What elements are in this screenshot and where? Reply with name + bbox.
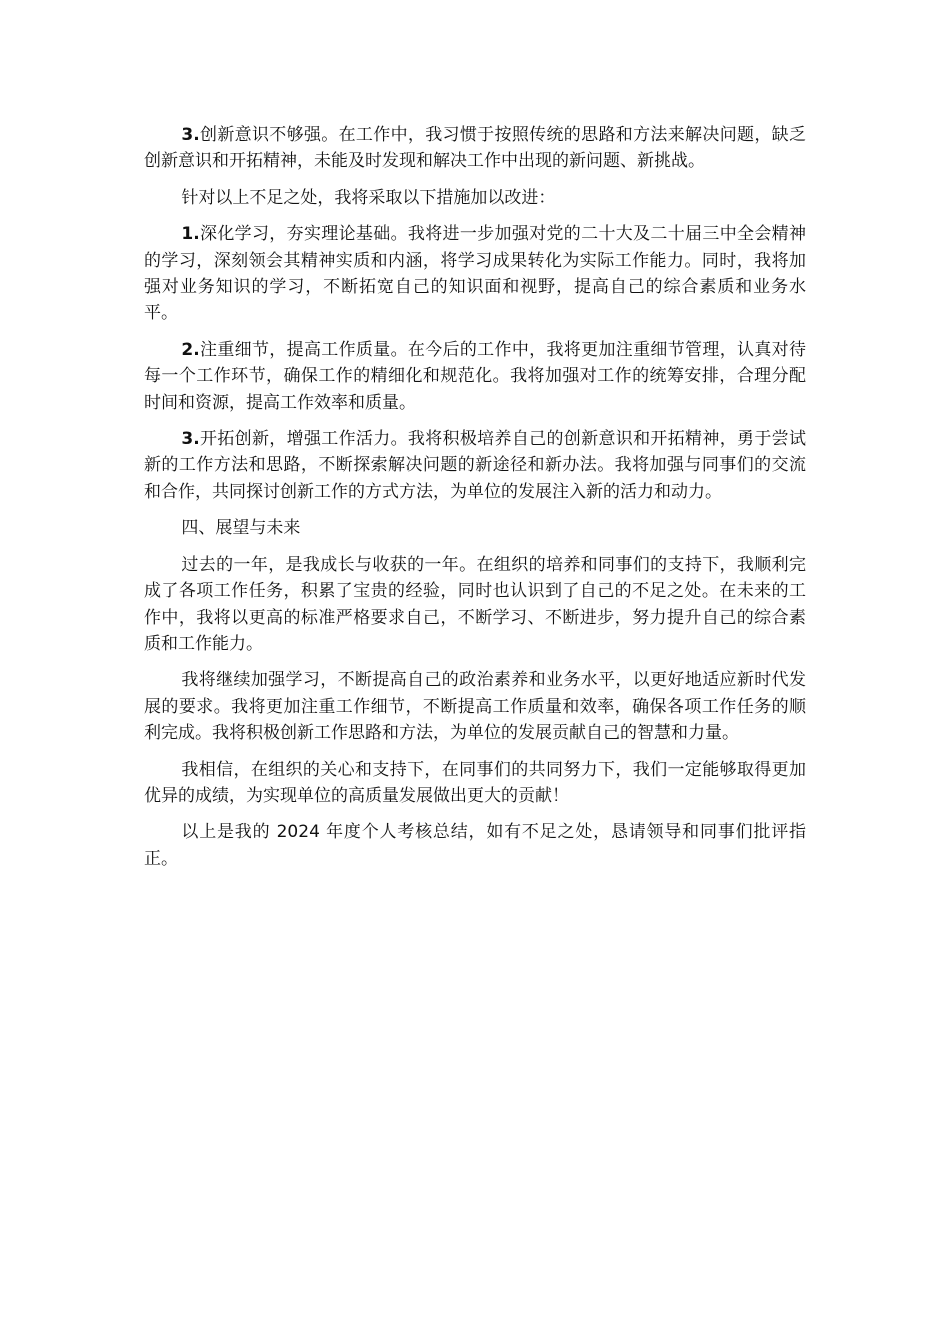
- paragraph-closing: [144, 819, 806, 872]
- section-heading: [144, 515, 806, 541]
- item-number: 3.: [181, 125, 200, 145]
- paragraph-innovation-weak: [144, 122, 806, 175]
- paragraph-outlook-3: [144, 757, 806, 810]
- paragraph-measure-3: [144, 426, 806, 505]
- section-heading-text: 四、展望与未来: [181, 518, 301, 539]
- paragraph-text: 我相信，在组织的关心和支持下，在同事们的共同努力下，我们一定能够取得更加优异的成绩，为实现单位的高质量发展做出更大的贡献！: [144, 759, 806, 806]
- item-number: 3.: [181, 429, 200, 450]
- document-body: [144, 122, 806, 882]
- paragraph-text: 我将继续加强学习，不断提高自己的政治素养和业务水平，以更好地适应新时代发展的要求。我将更加注重工作细节，不断提高工作质量和效率，确保各项工作任务的顺利完成。我将积极创新工作思路和方法，为单位的发展贡献自己的智慧和力量。: [144, 670, 806, 744]
- item-number: 1.: [181, 224, 200, 245]
- paragraph-measure-1: [144, 221, 806, 327]
- item-number: 2.: [181, 339, 200, 360]
- paragraph-text: 创新意识不够强。在工作中，我习惯于按照传统的思路和方法来解决问题，缺乏创新意识和开拓精神，未能及时发现和解决工作中出现的新问题、新挑战。: [144, 125, 806, 172]
- paragraph-measure-2: [144, 337, 806, 416]
- paragraph-text: 以上是我的 2024 年度个人考核总结，如有不足之处，恳请领导和同事们批评指正。: [144, 822, 806, 869]
- paragraph-text: 开拓创新，增强工作活力。我将积极培养自己的创新意识和开拓精神，勇于尝试新的工作方法和思路，不断探索解决问题的新途径和新办法。我将加强与同事们的交流和合作，共同探讨创新工作的方式方法，为单位的发展注入新的活力和动力。: [144, 429, 806, 502]
- paragraph-outlook-2: [144, 667, 806, 746]
- paragraph-text: 注重细节，提高工作质量。在今后的工作中，我将更加注重细节管理，认真对待每一个工作环节，确保工作的精细化和规范化。我将加强对工作的统筹安排，合理分配时间和资源，提高工作效率和质量。: [144, 339, 806, 413]
- paragraph-text: 针对以上不足之处，我将采取以下措施加以改进：: [181, 187, 556, 208]
- paragraph-improve-intro: [144, 185, 806, 211]
- paragraph-text: 深化学习，夯实理论基础。我将进一步加强对党的二十大及二十届三中全会精神的学习，深刻领会其精神实质和内涵，将学习成果转化为实际工作能力。同时，我将加强对业务知识的学习，不断拓宽自己的知识面和视野，提高自己的综合素质和业务水平。: [144, 224, 806, 324]
- paragraph-text: 过去的一年，是我成长与收获的一年。在组织的培养和同事们的支持下，我顺利完成了各项工作任务，积累了宝贵的经验，同时也认识到了自己的不足之处。在未来的工作中，我将以更高的标准严格要求自己，不断学习、不断进步，努力提升自己的综合素质和工作能力。: [144, 554, 806, 654]
- paragraph-outlook-1: [144, 552, 806, 658]
